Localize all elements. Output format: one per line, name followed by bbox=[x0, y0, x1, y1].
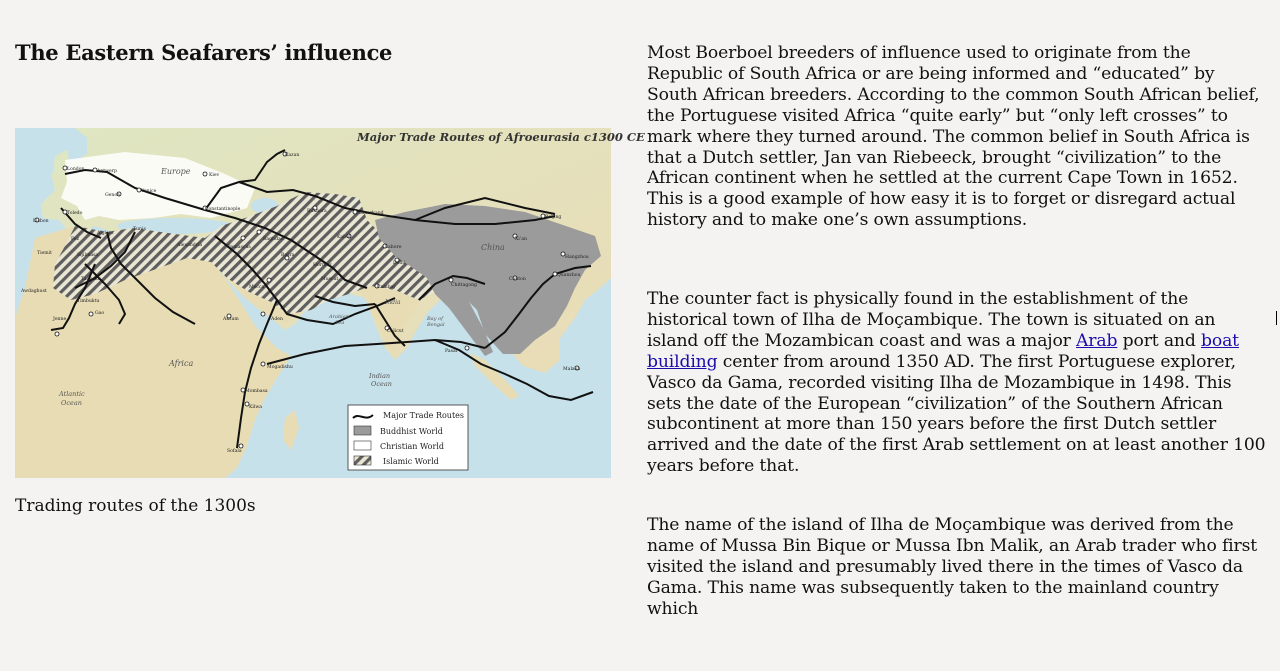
city-muscat: Muscat bbox=[321, 277, 339, 282]
city-venice: Venice bbox=[141, 189, 157, 194]
map-svg bbox=[15, 128, 645, 478]
city-basra: Basra bbox=[281, 253, 295, 258]
city-sijilmasa: Sijilmasa bbox=[77, 253, 99, 258]
city-lisbon: Lisbon bbox=[33, 219, 49, 224]
city-gao: Gao bbox=[95, 311, 105, 316]
city-xian: Xi’an bbox=[515, 237, 527, 242]
legend-islamic-swatch bbox=[354, 456, 371, 465]
region-europe: Europe bbox=[161, 167, 191, 176]
city-malaka: Malaka bbox=[563, 367, 581, 372]
paragraph-2-text-b: port and bbox=[1117, 330, 1202, 351]
region-atlantic-ocean: Ocean bbox=[61, 399, 82, 407]
section-heading: The Eastern Seafarers’ influence bbox=[15, 40, 393, 65]
city-fez: Fez bbox=[71, 237, 80, 242]
city-kiev: Kiev bbox=[209, 173, 220, 178]
region-india: India bbox=[385, 299, 401, 306]
city-calicut: Calicut bbox=[387, 329, 404, 334]
city-alexandria: Alexandria bbox=[177, 243, 203, 248]
city-hormuz: Hormuz bbox=[313, 263, 332, 268]
city-aksum: Aksum bbox=[223, 317, 239, 322]
city-baghdad: Baghdad bbox=[263, 237, 284, 242]
city-constantinople: Constantinople bbox=[205, 207, 241, 212]
city-mecca: Mecca bbox=[249, 285, 265, 290]
city-tiemit: Tiemit bbox=[37, 251, 52, 256]
city-aden: Aden bbox=[271, 317, 283, 322]
city-delhi: Delhi bbox=[393, 261, 406, 266]
legend-christian-swatch bbox=[354, 441, 371, 450]
city-kilwa: Kilwa bbox=[249, 405, 263, 410]
region-bengal: Bay of bbox=[427, 316, 443, 322]
paragraph-2-text-c: center from around 1350 AD. The first Portuguese explorer, Vasco da Gama, recorded visiting Ilha de Mozambique in 1498. This sets the date of the European “civilization” of the Southern African subcontinent at more than 150 years before the first Dutch settler arrived and the date of the first Arab settlement on at least another 100 years before that. bbox=[647, 351, 1266, 477]
city-tunis: Tunis bbox=[133, 227, 146, 232]
city-damascus: Damascus bbox=[227, 245, 251, 250]
legend-buddhist: Buddhist World bbox=[380, 427, 443, 436]
region-africa: Africa bbox=[169, 359, 194, 368]
city-beijing: Beijing bbox=[545, 215, 562, 220]
city-samarkand: Samarkand bbox=[357, 211, 384, 216]
paragraph-1: Most Boerboel breeders of influence used to originate from the Republic of South Africa or are being informed and “educated” by South African breeders. According to the common South African belief, the Portuguese visited Africa “quite early” but “only left crosses” to mark where they turned around. The common belief in South Africa is that a Dutch settler, Jan van Riebeeck, brought “civilization” to the African continent when he settled at the current Cape Town in 1652. This is a good example of how easy it is to forget or disregard actual history and to make one’s own assumptions. bbox=[647, 43, 1260, 231]
city-toledo: Toledo bbox=[67, 211, 83, 216]
legend-christian: Christian World bbox=[380, 442, 444, 451]
city-timbuktu: Timbuktu bbox=[77, 299, 100, 304]
city-sofala: Sofala bbox=[227, 449, 242, 454]
trade-routes-map bbox=[15, 128, 645, 478]
region-indian: Indian bbox=[369, 372, 391, 380]
city-algiers: Algiers bbox=[97, 231, 114, 236]
city-kazan: Kazan bbox=[285, 153, 300, 158]
city-quanzhou: Quanzhou bbox=[557, 273, 581, 278]
arab-link[interactable]: Arab bbox=[1076, 330, 1118, 351]
map-caption: Trading routes of the 1300s bbox=[15, 496, 256, 516]
city-canton: Canton bbox=[509, 277, 526, 282]
city-mombasa: Mombasa bbox=[245, 389, 268, 394]
region-arabian: Arabian bbox=[329, 314, 349, 320]
text-cursor bbox=[1276, 311, 1277, 325]
city-hangzhou: Hangzhou bbox=[565, 255, 589, 260]
city-chittagong: Chittagong bbox=[451, 283, 477, 288]
city-kabul: Kabul bbox=[337, 235, 351, 240]
paragraph-2 bbox=[647, 289, 1267, 477]
paragraph-2-text-a: The counter fact is physically found in the establishment of the historical town of Ilha de Moçambique. The town is situated on an island off the Mozambican coast and was a major bbox=[647, 289, 1216, 351]
region-atlantic: Atlantic bbox=[59, 390, 85, 398]
city-pasai: Pasai bbox=[445, 349, 458, 354]
region-arabian-sea: Sea bbox=[335, 320, 345, 326]
city-bukhara: Bukhara bbox=[307, 209, 327, 214]
legend-islamic: Islamic World bbox=[383, 457, 439, 466]
city-london: London bbox=[67, 167, 85, 172]
region-china: China bbox=[481, 243, 505, 252]
left-column bbox=[15, 40, 645, 516]
city-lahore: Lahore bbox=[385, 245, 402, 250]
city-genoa: Genoa bbox=[105, 193, 120, 198]
legend-buddhist-swatch bbox=[354, 426, 371, 435]
city-awdaghust: Awdaghust bbox=[21, 289, 47, 294]
city-taghaza: Taghaza bbox=[81, 277, 101, 282]
legend-routes: Major Trade Routes bbox=[383, 411, 464, 420]
region-indian-ocean: Ocean bbox=[371, 380, 392, 388]
boat-building-link[interactable]: boat building bbox=[647, 330, 1239, 372]
region-bengal-2: Bengal bbox=[427, 322, 445, 328]
city-jenne: Jenne bbox=[53, 317, 67, 322]
map-title: Major Trade Routes of Afroeurasia c1300 CE bbox=[357, 130, 645, 144]
city-mogadishu: Mogadishu bbox=[267, 365, 293, 370]
city-cambay: Cambay bbox=[377, 285, 396, 290]
city-antwerp: Antwerp bbox=[97, 169, 117, 174]
map-legend bbox=[348, 405, 468, 470]
paragraph-3: The name of the island of Ilha de Moçambique was derived from the name of Mussa Bin Bique or Mussa Ibn Malik, an Arab trader who first visited the island and presumably lived there in the times of Vasco da Gama. This name was subsequently taken to the mainland country which bbox=[647, 515, 1258, 619]
